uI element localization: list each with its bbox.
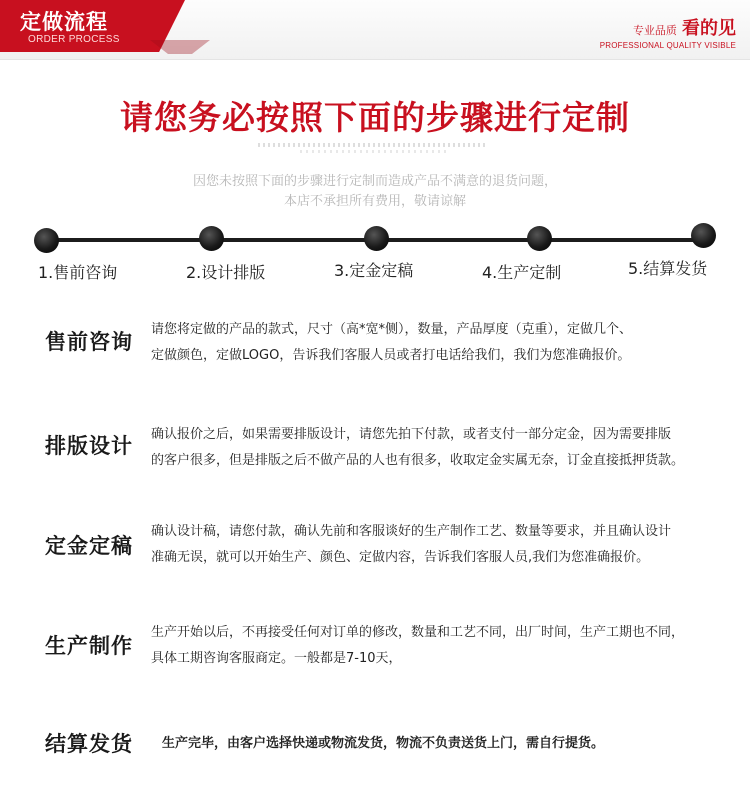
step-label-2: 2.设计排版 [186, 263, 266, 282]
step-label-5: 5.结算发货 [628, 259, 708, 278]
order-process-subtitle: ORDER PROCESS [28, 34, 120, 45]
quality-slogan [600, 14, 736, 50]
step-label-1: 1.售前咨询 [38, 263, 118, 282]
section-body-line: 确认设计稿，请您付款，确认先前和客服谈好的生产制作工艺、数量等要求，并且确认设计 [151, 524, 672, 539]
section-title-settlement: 结算发货 [45, 732, 133, 756]
title-decoration [258, 143, 488, 147]
section-body-deposit [151, 519, 726, 571]
quality-slogan-english: PROFESSIONAL QUALITY VISIBLE [599, 41, 736, 50]
timeline-dot-4 [527, 226, 552, 251]
section-body-line: 请您将定做的产品的款式，尺寸（高*宽*侧），数量，产品厚度（克重），定做几个、 [151, 322, 633, 337]
step-label-4: 4.生产定制 [482, 263, 562, 282]
section-body-line: 具体工期咨询客服商定。一般都是7-10天， [151, 651, 402, 666]
header-bar [0, 0, 750, 60]
section-body-line: 定做颜色，定做LOGO，告诉我们客服人员或者打电话给我们，我们为您准确报价。 [151, 348, 631, 363]
quality-slogan-big: 看的见 [682, 18, 736, 39]
title-decoration-2 [300, 150, 450, 153]
timeline-dot-3 [364, 226, 389, 251]
notice-text [0, 172, 750, 212]
timeline-dot-2 [199, 226, 224, 251]
section-body-presale [151, 317, 726, 369]
timeline-dot-5 [691, 223, 716, 248]
timeline-dot-1 [34, 228, 59, 253]
section-title-design: 排版设计 [45, 434, 133, 458]
section-body-settlement: 生产完毕，由客户选择快递或物流发货，物流不负责送货上门，需自行提货。 [162, 736, 605, 751]
notice-line-2: 本店不承担所有费用，敬请谅解 [283, 194, 466, 209]
section-title-presale: 售前咨询 [45, 330, 133, 354]
section-body-production [151, 620, 726, 672]
section-body-line: 准确无误，就可以开始生产、颜色、定做内容，告诉我们客服人员,我们为您准确报价。 [151, 550, 650, 565]
step-label-3: 3.定金定稿 [334, 261, 414, 280]
order-process-title: 定做流程 [20, 10, 108, 34]
section-title-production: 生产制作 [45, 634, 133, 658]
section-body-design [151, 422, 726, 474]
quality-slogan-small: 专业品质 [632, 24, 677, 37]
section-body-line: 生产开始以后，不再接受任何对订单的修改，数量和工艺不同，出厂时间，生产工期也不同， [151, 625, 685, 640]
section-title-deposit: 定金定稿 [45, 534, 133, 558]
page-title: 请您务必按照下面的步骤进行定制 [120, 98, 630, 137]
section-body-line: 确认报价之后，如果需要排版设计，请您先拍下付款，或者支付一部分定金，因为需要排版 [151, 427, 672, 442]
notice-line-1: 因您未按照下面的步骤进行定制而造成产品不满意的退货问题， [192, 174, 557, 189]
section-body-line: 的客户很多，但是排版之后不做产品的人也有很多，收取定金实属无奈，订金直接抵押货款。 [151, 453, 685, 468]
